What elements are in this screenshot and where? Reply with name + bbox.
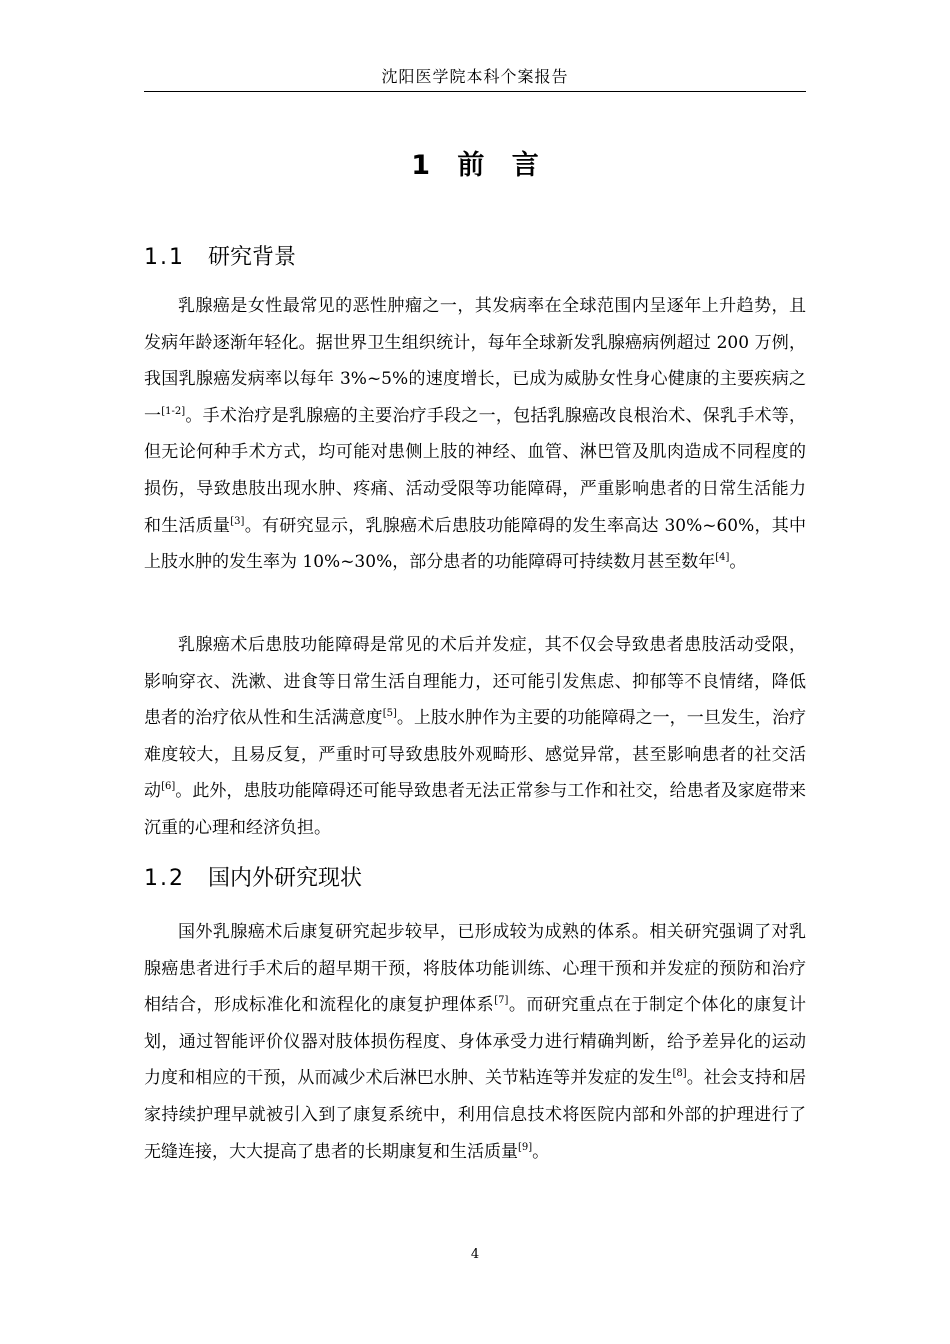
citation-ref: [9] [518,1141,533,1153]
citation-ref: [7] [494,995,509,1007]
chapter-title: 1 前 言 [411,150,539,181]
text-run: 。有研究显示，乳腺癌术后患肢功能障碍的发生率高达 30%~60%，其中上肢水肿的发生率为 10%~30%，部分患者的功能障碍可持续数月甚至数年 [144,515,807,573]
citation-ref: [6] [161,781,176,793]
text-run: 。上肢水肿作为主要的功能障碍之一，一旦发生，治疗难度较大，且易反复，严重时可导致患肢外观畸形、感觉异常，甚至影响患者的社交活动 [144,708,807,802]
citation-ref: [1-2] [161,405,186,417]
text-run: 乳腺癌是女性最常见的恶性肿瘤之一，其发病率在全球范围内呈逐年上升趋势，且发病年龄逐渐年轻化。据世界卫生组织统计，每年全球新发乳腺癌病例超过 200 万例，我国乳腺癌发病率以每年 3%~5%的速度增长，已成为威胁女性身心健康的主要疾病之一 [144,296,806,426]
paragraph-research-status [144,914,806,1170]
section-number: 1.2 [144,866,185,891]
section-heading-1-1 [144,241,806,275]
paragraph-background-2 [144,627,806,847]
text-run: 。 [729,552,747,573]
citation-ref: [8] [672,1068,687,1080]
text-run: 。手术治疗是乳腺癌的主要治疗手段之一，包括乳腺癌改良根治术、保乳手术等，但无论何种手术方式，均可能对患侧上肢的神经、血管、淋巴管及肌肉造成不同程度的损伤，导致患肢出现水肿、疼痛、活动受限等功能障碍，严重影响患者的日常生活能力和生活质量 [144,405,807,536]
section-number: 1.1 [144,245,185,270]
section-heading-1-2 [144,862,806,896]
text-run: 。而研究重点在于制定个体化的康复计划，通过智能评价仪器对肢体损伤程度、身体承受力进行精确判断，给予差异化的运动力度和相应的干预，从而减少术后淋巴水肿、关节粘连等并发症的发生 [144,995,807,1089]
text-run: 乳腺癌术后患肢功能障碍是常见的术后并发症，其不仅会导致患者患肢活动受限，影响穿衣、洗漱、进食等日常生活自理能力，还可能引发焦虑、抑郁等不良情绪，降低患者的治疗依从性和生活满意度 [144,635,806,729]
text-run: 。 [532,1141,550,1162]
text-run: 。社会支持和居家持续护理早就被引入到了康复系统中，利用信息技术将医院内部和外部的护理进行了无缝连接，大大提高了患者的长期康复和生活质量 [144,1068,807,1162]
section-title: 研究背景 [208,245,297,270]
citation-ref: [5] [382,708,397,720]
citation-ref: [3] [230,515,245,527]
text-run: 。此外，患肢功能障碍还可能导致患者无法正常参与工作和社交，给患者及家庭带来沉重的心理和经济负担。 [144,781,807,838]
text-run: 国外乳腺癌术后康复研究起步较早，已形成较为成熟的体系。相关研究强调了对乳腺癌患者进行手术后的超早期干预，将肢体功能训练、心理干预和并发症的预防和治疗相结合，形成标准化和流程化的康复护理体系 [144,922,806,1016]
citation-ref: [4] [715,552,730,564]
page-number: 4 [470,1247,480,1262]
running-header: 沈阳医学院本科个案报告 [381,67,569,86]
paragraph-background-1 [144,288,806,581]
section-title: 国内外研究现状 [208,866,363,891]
header-rule [144,91,806,92]
